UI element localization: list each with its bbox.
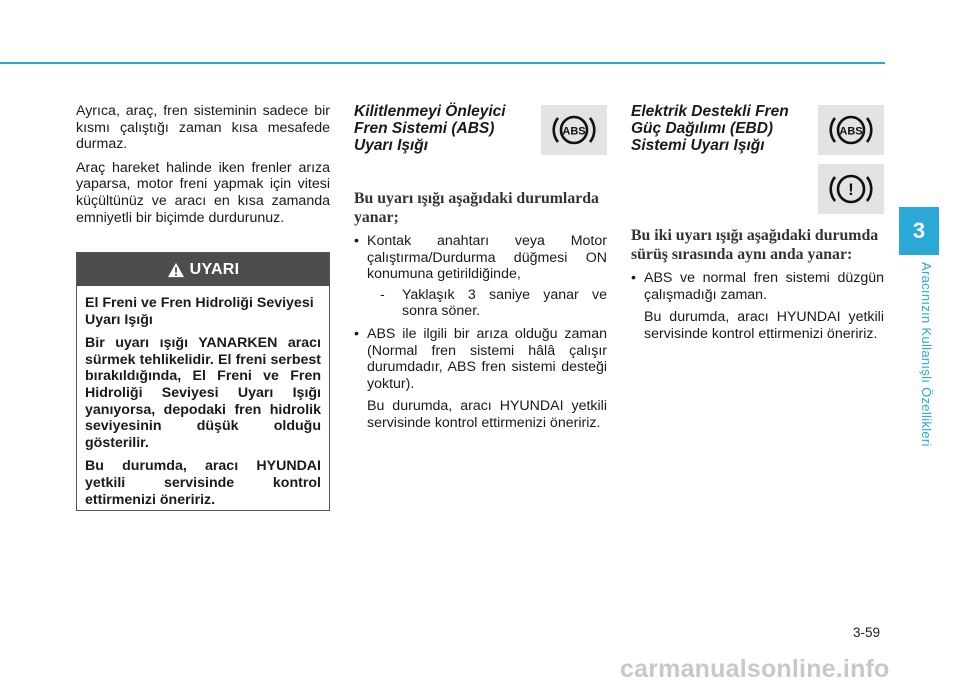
ebd-note: Bu durumda, aracı HYUNDAI yetkili servisinde kontrol ettirmenizi öneririz. <box>644 309 884 342</box>
abs-warning-lamp <box>541 105 607 155</box>
dash-marker: - <box>380 286 385 303</box>
column-left <box>76 103 330 233</box>
abs-lamp-icon <box>551 110 597 150</box>
warning-body <box>77 286 329 508</box>
abs-lamp-icon <box>828 110 874 150</box>
abs-lamp-text: ABS <box>562 125 586 138</box>
list-item <box>354 233 607 320</box>
page-number: 3-59 <box>853 625 881 640</box>
warning-title: UYARI <box>189 260 240 278</box>
ebd-list <box>631 270 884 303</box>
brake-warning-lamp <box>818 164 884 214</box>
abs-heading: Kilitlenmeyi Önleyici Fren Sistemi (ABS) Uyarı Işığı <box>354 103 506 154</box>
list-item <box>631 270 884 303</box>
paragraph: Araç hareket halinde iken frenler arıza yaparsa, motor freni yapmak için vitesi küçültünüz ve aracı en kısa zamanda emniyetli bir biçimde durdurunuz. <box>76 159 330 226</box>
sub-item <box>380 287 607 320</box>
abs-lamp-text: ABS <box>839 125 863 138</box>
list-item-text: Kontak anahtarı veya Motor çalıştırma/Durdurma düğmesi ON konumuna getirildiğinde, <box>367 233 607 283</box>
list-item-text: ABS ile ilgili bir arıza olduğu zaman (Normal fren sistemi hâlâ çalışır durumdadır, ABS fren sistemi desteği yoktur). <box>367 325 607 392</box>
list-item <box>354 326 607 392</box>
warning-triangle-icon <box>167 262 185 278</box>
abs-section-header <box>354 103 607 189</box>
warning-subtitle: El Freni ve Fren Hidroliği Seviyesi Uyarı Işığı <box>85 295 314 328</box>
paragraph: Ayrıca, araç, fren sisteminin sadece bir kısmı çalıştığı zaman kısa mesafede durmaz. <box>76 103 330 153</box>
warning-paragraph: Bir uyarı ışığı YANARKEN aracı sürmek tehlikelidir. El freni serbest bırakıldığında, El Freni ve Fren Hidroliği Seviyesi Uyarı Işığı yanıyorsa, depodaki fren hidrolik seviyesinin düşük olduğu gösterilir. <box>85 335 321 451</box>
top-rule <box>0 62 885 64</box>
abs-list <box>354 233 607 392</box>
abs-intro: Bu uyarı ışığı aşağıdaki durumlarda yanar; <box>354 190 599 226</box>
warning-header <box>77 253 329 286</box>
abs-warning-lamp <box>818 105 884 155</box>
watermark: carmanualsonline.info <box>620 655 890 683</box>
brake-lamp-text: ! <box>848 180 854 199</box>
brake-lamp-icon <box>828 169 874 209</box>
column-right <box>631 103 884 342</box>
sub-item-text: Yaklaşık 3 saniye yanar ve sonra söner. <box>402 286 607 320</box>
abs-note: Bu durumda, aracı HYUNDAI yetkili servisinde kontrol ettirmenizi öneririz. <box>367 398 607 431</box>
ebd-section-header <box>631 103 884 226</box>
warning-paragraph: Bu durumda, aracı HYUNDAI yetkili servisinde kontrol ettirmenizi öneririz. <box>85 458 321 508</box>
chapter-tab: 3 <box>899 207 939 255</box>
chapter-title: Aracınızın Kullanışlı Özellikleri <box>919 262 934 447</box>
warning-box <box>76 252 330 511</box>
list-item-text: ABS ve normal fren sistemi düzgün çalışmadığı zaman. <box>644 270 884 303</box>
ebd-intro: Bu iki uyarı ışığı aşağıdaki durumda sürüş sırasında aynı anda yanar: <box>631 227 879 263</box>
ebd-heading: Elektrik Destekli Fren Güç Dağılımı (EBD) Sistemi Uyarı Işığı <box>631 103 789 154</box>
column-middle <box>354 103 607 432</box>
